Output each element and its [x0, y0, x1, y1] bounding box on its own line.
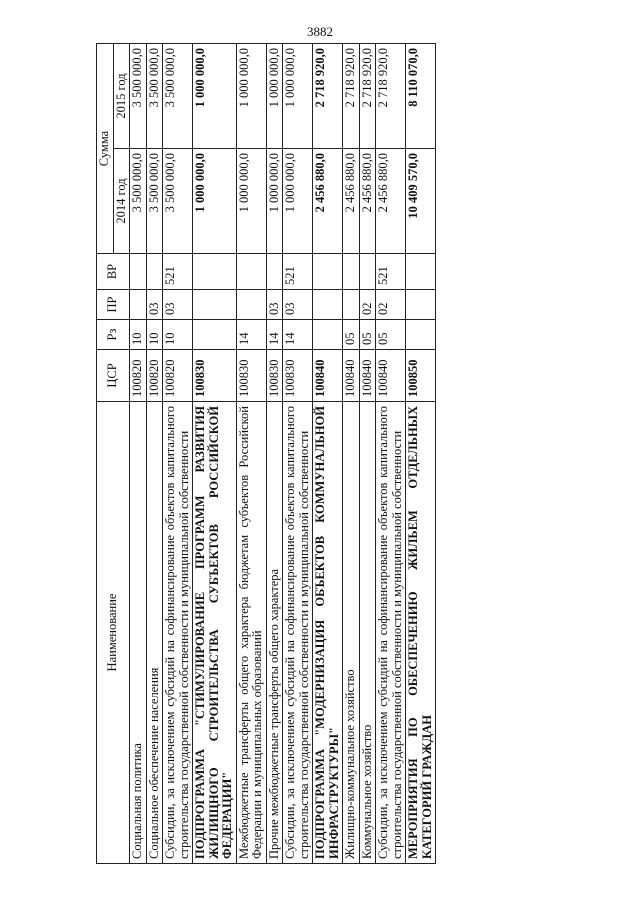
row-sum-2014: 1 000 000,0: [236, 149, 266, 254]
row-vr: [236, 254, 266, 290]
row-name: Социальное обеспечение населения: [146, 402, 163, 864]
row-name: ПОДПРОГРАММА "МОДЕРНИЗАЦИЯ ОБЪЕКТОВ КОММУНАЛЬНОЙ ИНФРАСТРУКТУРЫ": [313, 402, 343, 864]
row-name: Субсидии, за исключением субсидий на софинансирование объектов капитального строительства государственной собственности и муниципальной собственности: [283, 402, 313, 864]
row-vr: [343, 254, 360, 290]
header-year-2015: 2015 год: [113, 44, 130, 149]
row-name: Социальная политика: [130, 402, 147, 864]
header-name: Наименование: [97, 402, 130, 864]
row-csr: 100850: [406, 350, 436, 402]
row-vr: [406, 254, 436, 290]
row-pr: [236, 290, 266, 320]
row-name: ПОДПРОГРАММА "СТИМУЛИРОВАНИЕ ПРОГРАММ РАЗВИТИЯ ЖИЛИЩНОГО СТРОИТЕЛЬСТВА СУБЪЕКТОВ РОССИЙСКОЙ ФЕДЕРАЦИИ": [193, 402, 237, 864]
budget-table: [96, 43, 436, 864]
row-pr: 02: [376, 290, 406, 320]
page-number: 3882: [307, 24, 333, 39]
row-name: Субсидии, за исключением субсидий на софинансирование объектов капитального строительства государственной собственности и муниципальной собственности: [163, 402, 193, 864]
row-sum-2015: 1 000 000,0: [193, 44, 237, 149]
row-sum-2015: 2 718 920,0: [313, 44, 343, 149]
table-row: [236, 44, 266, 864]
row-pr: [343, 290, 360, 320]
header-vr: ВР: [97, 254, 130, 290]
row-name: Жилищно-коммунальное хозяйство: [343, 402, 360, 864]
row-pr: 02: [359, 290, 376, 320]
table-row: [146, 44, 163, 864]
row-sum-2015: 2 718 920,0: [359, 44, 376, 149]
table-row: [130, 44, 147, 864]
table-row: [313, 44, 343, 864]
row-sum-2015: 2 718 920,0: [343, 44, 360, 149]
row-csr: 100840: [376, 350, 406, 402]
row-sum-2014: 3 500 000,0: [146, 149, 163, 254]
row-sum-2015: 3 500 000,0: [146, 44, 163, 149]
row-vr: 521: [163, 254, 193, 290]
table-row: [343, 44, 360, 864]
row-sum-2014: 2 456 880,0: [343, 149, 360, 254]
row-pr: [130, 290, 147, 320]
row-rz: [406, 320, 436, 350]
row-pr: 03: [163, 290, 193, 320]
row-pr: 03: [283, 290, 313, 320]
row-csr: 100830: [236, 350, 266, 402]
header-year-2014: 2014 год: [113, 149, 130, 254]
row-csr: 100830: [193, 350, 237, 402]
header-csr: ЦСР: [97, 350, 130, 402]
row-name: Коммунальное хозяйство: [359, 402, 376, 864]
row-sum-2015: 1 000 000,0: [236, 44, 266, 149]
row-csr: 100840: [359, 350, 376, 402]
row-vr: [266, 254, 283, 290]
row-sum-2015: 1 000 000,0: [266, 44, 283, 149]
row-pr: 03: [146, 290, 163, 320]
row-sum-2014: 2 456 880,0: [376, 149, 406, 254]
row-sum-2015: 3 500 000,0: [130, 44, 147, 149]
table-row: [266, 44, 283, 864]
row-rz: 05: [343, 320, 360, 350]
row-csr: 100820: [130, 350, 147, 402]
row-pr: 03: [266, 290, 283, 320]
row-vr: 521: [283, 254, 313, 290]
row-csr: 100830: [283, 350, 313, 402]
row-rz: 14: [236, 320, 266, 350]
row-sum-2014: 10 409 570,0: [406, 149, 436, 254]
row-csr: 100820: [163, 350, 193, 402]
table-row: [359, 44, 376, 864]
table-body: [130, 44, 436, 864]
row-sum-2015: 3 500 000,0: [163, 44, 193, 149]
row-rz: [193, 320, 237, 350]
row-vr: [130, 254, 147, 290]
header-pr: ПР: [97, 290, 130, 320]
header-sum: Сумма: [97, 44, 114, 254]
row-vr: [359, 254, 376, 290]
row-rz: 14: [266, 320, 283, 350]
row-sum-2014: 1 000 000,0: [283, 149, 313, 254]
row-csr: 100830: [266, 350, 283, 402]
row-name: Субсидии, за исключением субсидий на софинансирование объектов капитального строительства государственной собственности и муниципальной собственности: [376, 402, 406, 864]
row-sum-2014: 1 000 000,0: [266, 149, 283, 254]
header-rz: Рз: [97, 320, 130, 350]
row-name: Прочие межбюджетные трансферты общего характера: [266, 402, 283, 864]
row-pr: [406, 290, 436, 320]
row-sum-2014: 3 500 000,0: [130, 149, 147, 254]
row-sum-2014: 2 456 880,0: [313, 149, 343, 254]
row-vr: [146, 254, 163, 290]
row-vr: [193, 254, 237, 290]
row-csr: 100820: [146, 350, 163, 402]
rotated-table-container: [96, 44, 554, 864]
row-rz: 10: [146, 320, 163, 350]
row-sum-2015: 8 110 070,0: [406, 44, 436, 149]
row-rz: 10: [130, 320, 147, 350]
row-sum-2014: 1 000 000,0: [193, 149, 237, 254]
table-row: [376, 44, 406, 864]
row-vr: 521: [376, 254, 406, 290]
table-row: [283, 44, 313, 864]
row-rz: 05: [359, 320, 376, 350]
row-sum-2015: 1 000 000,0: [283, 44, 313, 149]
table-row: [193, 44, 237, 864]
row-rz: 14: [283, 320, 313, 350]
row-vr: [313, 254, 343, 290]
table-row: [406, 44, 436, 864]
row-sum-2014: 2 456 880,0: [359, 149, 376, 254]
row-csr: 100840: [343, 350, 360, 402]
row-rz: 05: [376, 320, 406, 350]
row-name: МЕРОПРИЯТИЯ ПО ОБЕСПЕЧЕНИЮ ЖИЛЬЕМ ОТДЕЛЬНЫХ КАТЕГОРИЙ ГРАЖДАН: [406, 402, 436, 864]
table-row: [163, 44, 193, 864]
row-rz: 10: [163, 320, 193, 350]
row-rz: [313, 320, 343, 350]
row-pr: [193, 290, 237, 320]
row-csr: 100840: [313, 350, 343, 402]
row-name: Межбюджетные трансферты общего характера бюджетам субъектов Российской Федерации и муниципальных образований: [236, 402, 266, 864]
row-sum-2015: 2 718 920,0: [376, 44, 406, 149]
row-pr: [313, 290, 343, 320]
row-sum-2014: 3 500 000,0: [163, 149, 193, 254]
